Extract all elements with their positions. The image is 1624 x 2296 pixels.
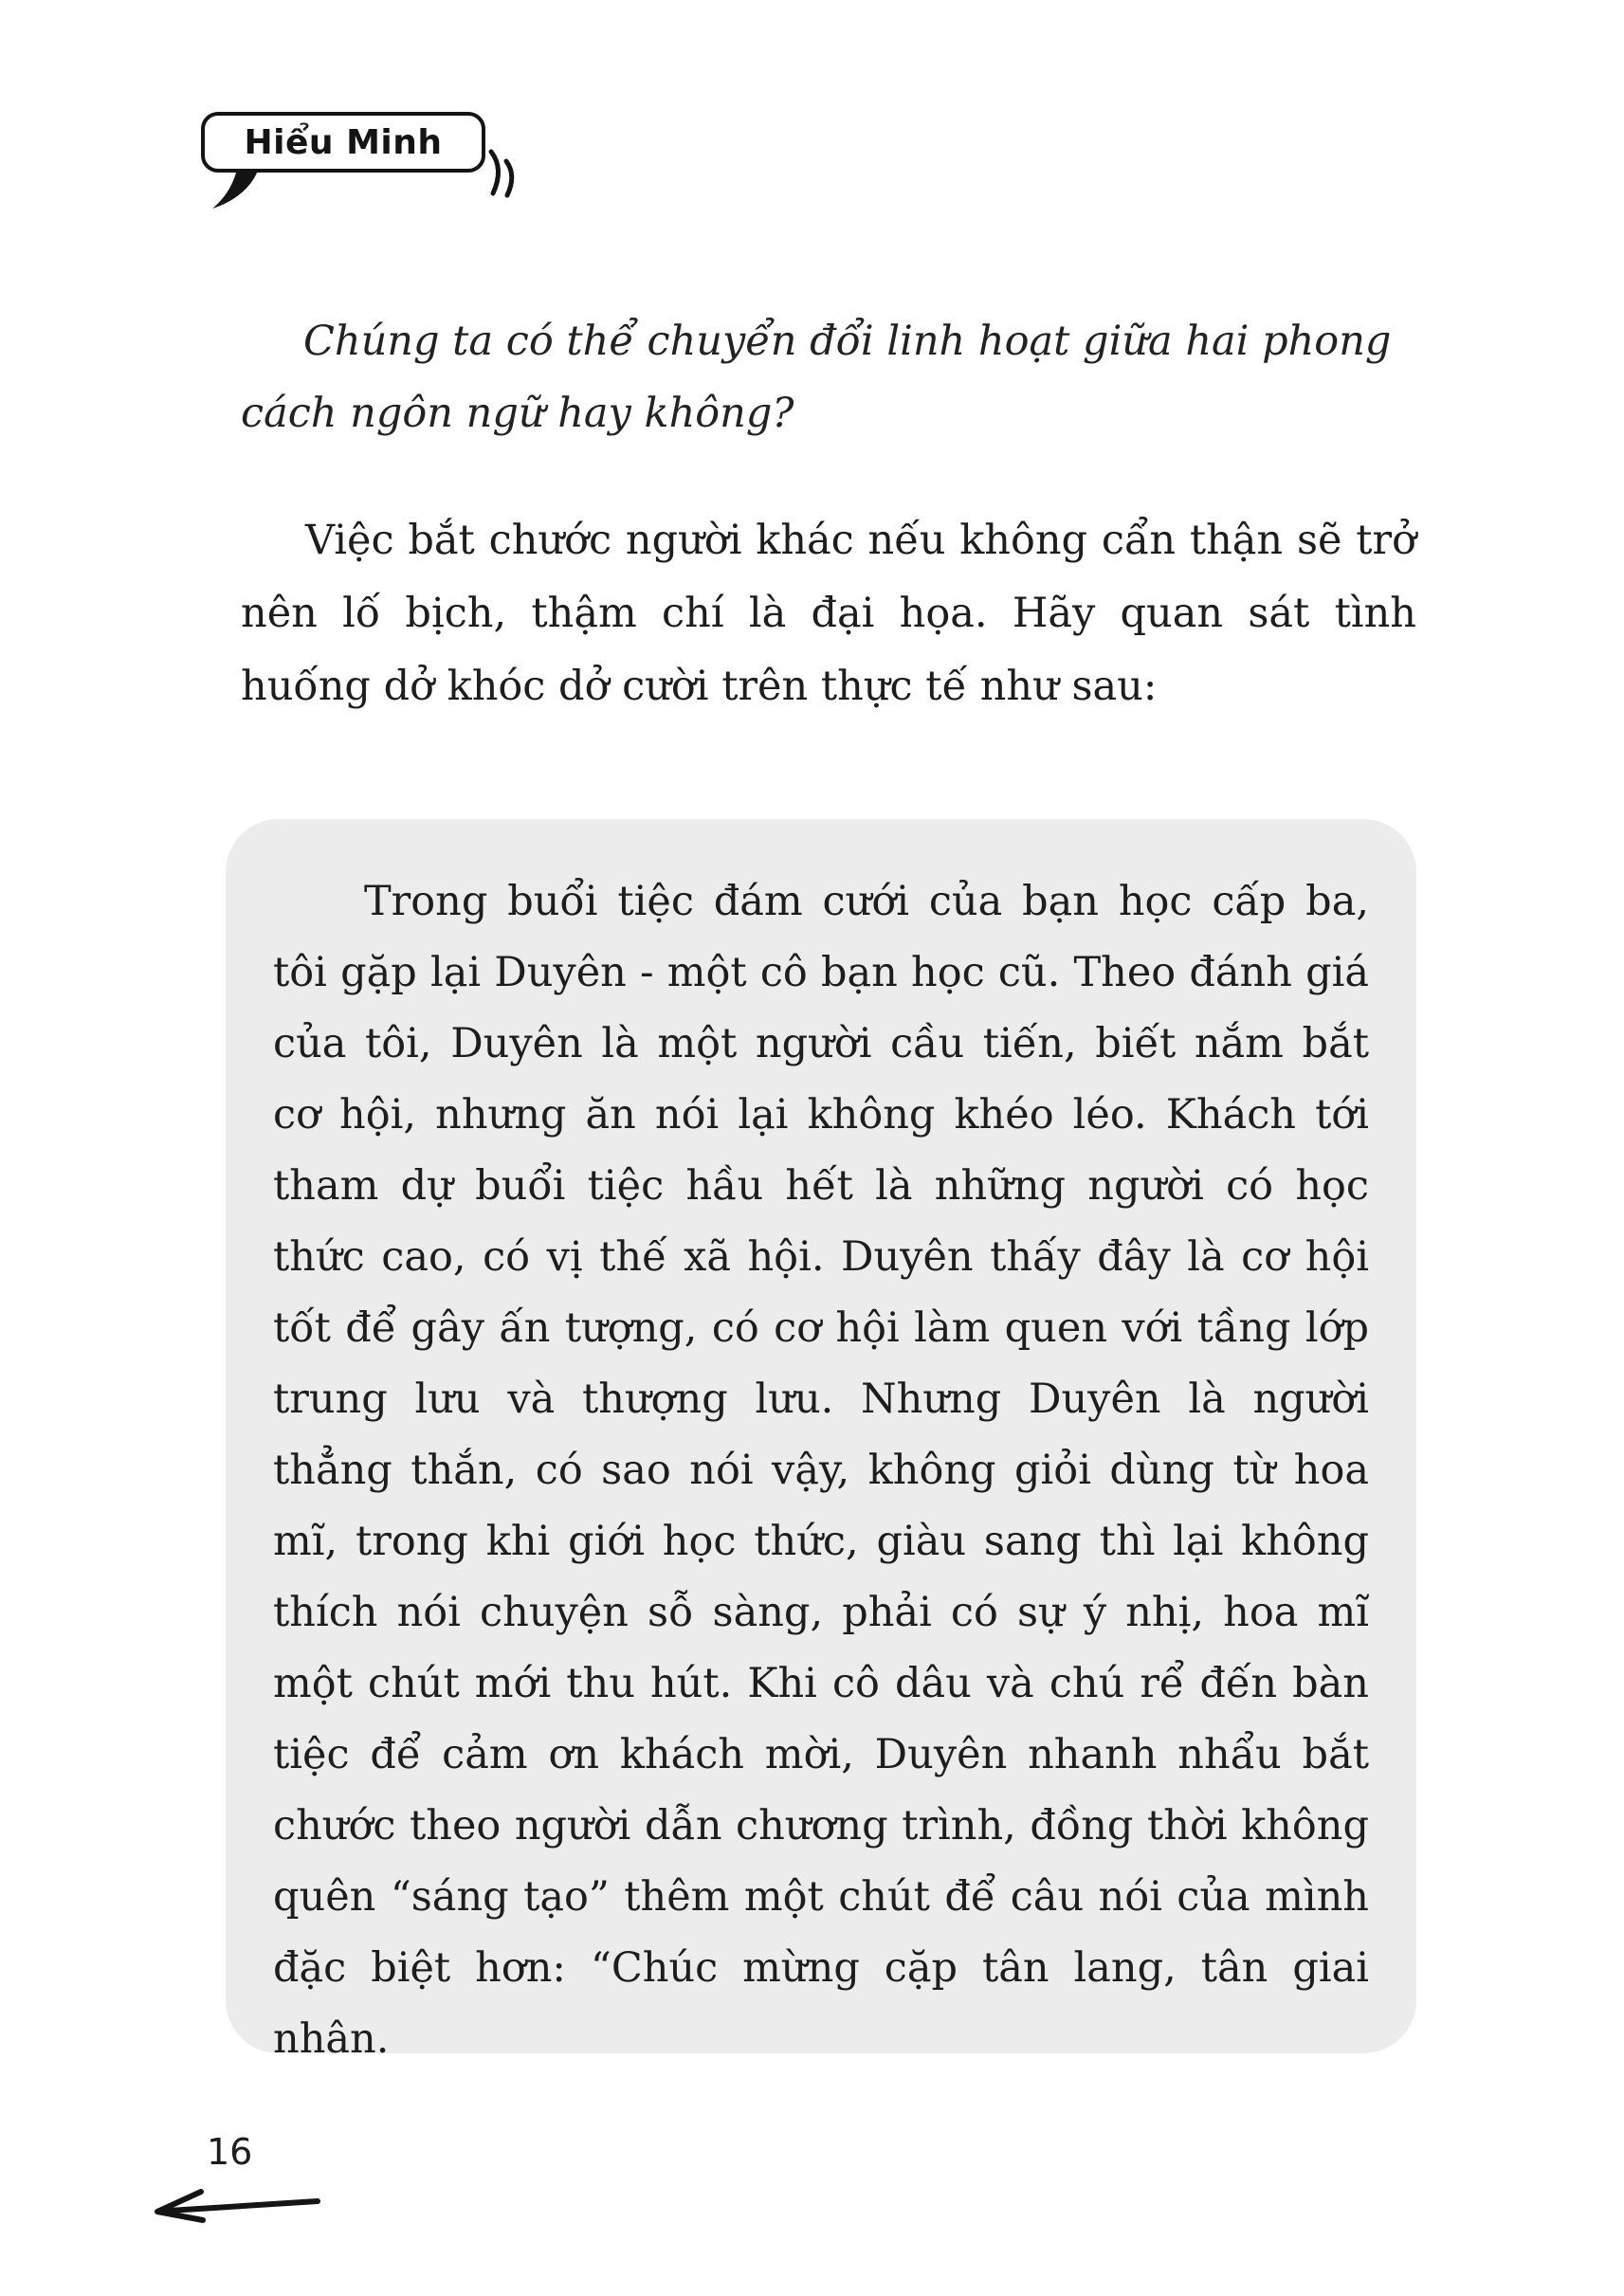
author-badge (201, 112, 542, 235)
story-text: Trong buổi tiệc đám cưới của bạn học cấp ba, tôi gặp lại Duyên - một cô bạn học cũ. Theo đánh giá của tôi, Duyên là một người cầu tiến, biết nắm bắt cơ hội, nhưng ăn nói lại không khéo léo. Khách tới tham dự buổi tiệc hầu hết là những người có học thức cao, có vị thế xã hội. Duyên thấy đây là cơ hội tốt để gây ấn tượng, có cơ hội làm quen với tầng lớp trung lưu và thượng lưu. Nhưng Duyên là người thẳng thắn, có sao nói vậy, không giỏi dùng từ hoa mĩ, trong khi giới học thức, giàu sang thì lại không thích nói chuyện sỗ sàng, phải có sự ý nhị, hoa mĩ một chút mới thu hút. Khi cô dâu và chú rể đến bàn tiệc để cảm ơn khách mời, Duyên nhanh nhẩu bắt chước theo người dẫn chương trình, đồng thời không quên “sáng tạo” thêm một chút để câu nói của mình đặc biệt hơn: “Chúc mừng cặp tân lang, tân giai nhân. (273, 878, 1369, 2063)
speech-bubble-tail-icon (209, 167, 284, 224)
speech-emphasis-lines-icon (482, 133, 538, 209)
page-arrow-icon (142, 2186, 322, 2230)
question-paragraph: Chúng ta có thể chuyển đổi linh hoạt giữa hai phong cách ngôn ngữ hay không? (241, 318, 1392, 437)
story-box (226, 819, 1416, 2063)
author-badge-box (201, 112, 485, 173)
author-badge-label: Hiểu Minh (244, 122, 443, 162)
page-number: 16 (207, 2131, 253, 2173)
body-paragraph: Việc bắt chước người khác nếu không cẩn thận sẽ trở nên lố bịch, thậm chí là đại họa. Hãy quan sát tình huống dở khóc dở cười trên thực tế như sau: (241, 517, 1416, 710)
